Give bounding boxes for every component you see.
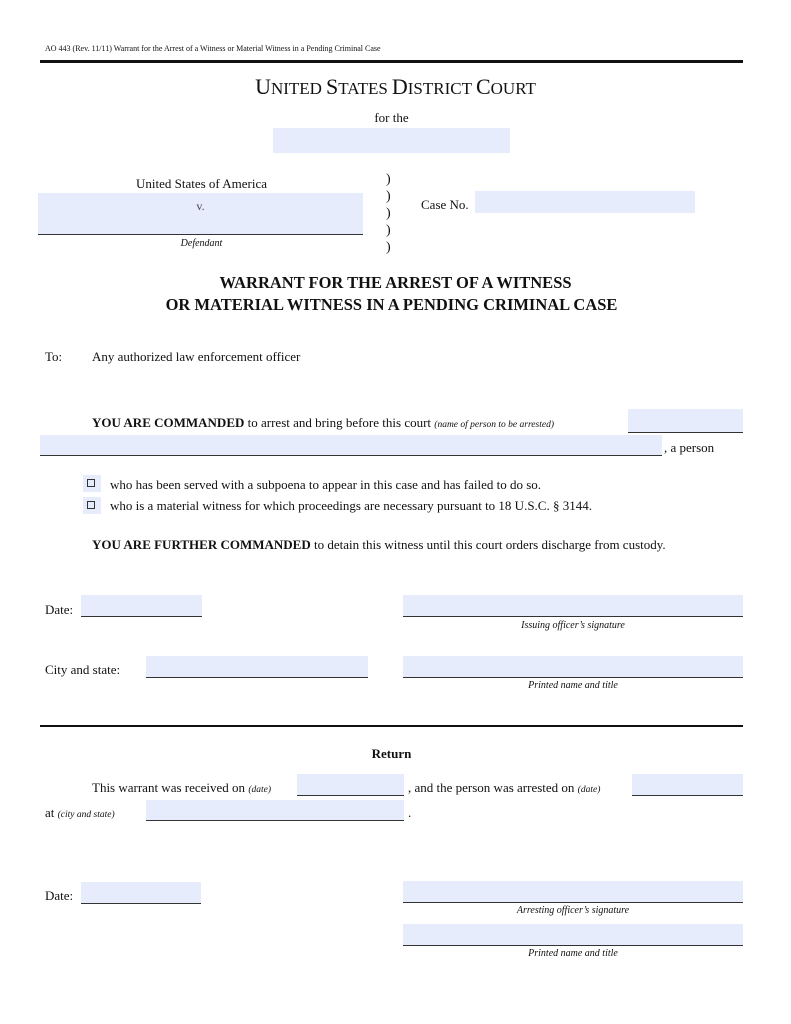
city-state-label: City and state:: [45, 662, 121, 677]
material-witness-checkbox[interactable]: [83, 497, 101, 514]
for-the-label: for the: [374, 110, 409, 125]
section-divider: [40, 725, 743, 727]
to-value: Any authorized law enforcement officer: [92, 349, 301, 364]
received-text: This warrant was received on (date): [92, 780, 271, 795]
return-heading: Return: [371, 746, 412, 761]
caption-paren: ): [386, 172, 391, 187]
issue-date-label: Date:: [45, 602, 74, 617]
defendant-label: Defendant: [180, 238, 223, 249]
issuing-signature-caption: Issuing officer’s signature: [521, 620, 625, 631]
subpoena-checkbox[interactable]: [83, 475, 101, 492]
case-no-label: Case No.: [421, 197, 469, 212]
court-title: UNITED STATES DISTRICT COURT: [255, 74, 536, 99]
issue-date-field[interactable]: [81, 595, 202, 617]
arrested-text: , and the person was arrested on (date): [408, 780, 601, 795]
person-suffix: , a person: [664, 440, 715, 455]
person-field-b[interactable]: [40, 435, 662, 456]
arrested-date-field[interactable]: [632, 774, 743, 796]
arresting-signature-caption: Arresting officer’s signature: [516, 905, 630, 916]
further-bold: YOU ARE FURTHER COMMANDED: [92, 537, 311, 552]
at-text: at (city and state): [45, 805, 115, 820]
issuing-printed-name-field[interactable]: [403, 656, 743, 678]
caption-paren: ): [386, 223, 391, 238]
arresting-signature-field[interactable]: [403, 881, 743, 903]
at-period: .: [408, 805, 412, 820]
arresting-printed-name-caption: Printed name and title: [528, 948, 618, 959]
case-no-field[interactable]: [475, 191, 695, 213]
return-date-label: Date:: [45, 888, 74, 903]
arresting-printed-name-field[interactable]: [403, 924, 743, 946]
material-witness-option-label: who is a material witness for which proceedings are necessary pursuant to 18 U.S.C. § 3144.: [110, 498, 592, 513]
further-body: to detain this witness until this court orders discharge from custody.: [310, 537, 666, 552]
received-date-field[interactable]: [297, 774, 404, 796]
district-field[interactable]: [273, 128, 510, 153]
command-bold: YOU ARE COMMANDED: [92, 415, 245, 430]
return-date-field[interactable]: [81, 882, 201, 904]
caption-paren: ): [386, 206, 391, 221]
plaintiff-name: United States of America: [135, 176, 268, 191]
person-field-a[interactable]: [628, 409, 743, 433]
command-text: [92, 415, 554, 431]
versus-label: v.: [196, 199, 205, 213]
defendant-field[interactable]: [38, 193, 363, 235]
caption-paren: ): [386, 189, 391, 204]
header-rule: [40, 60, 743, 63]
to-label: To:: [45, 349, 63, 364]
subpoena-option-label: who has been served with a subpoena to appear in this case and has failed to do so.: [110, 477, 542, 492]
command-body: to arrest and bring before this court: [244, 415, 435, 430]
form-id: AO 443 (Rev. 11/11) Warrant for the Arrest of a Witness or Material Witness in a Pending Criminal Case: [45, 44, 381, 53]
issuing-printed-name-caption: Printed name and title: [528, 680, 618, 691]
city-state-field[interactable]: [146, 656, 368, 678]
further-text: [92, 537, 666, 553]
command-hint: (name of person to be arrested): [434, 420, 554, 430]
warrant-title-line1: WARRANT FOR THE ARREST OF A WITNESS: [219, 273, 572, 292]
warrant-title-line2: OR MATERIAL WITNESS IN A PENDING CRIMINAL CASE: [165, 295, 618, 314]
issuing-signature-field[interactable]: [403, 595, 743, 617]
caption-paren: ): [386, 240, 391, 255]
arrest-city-field[interactable]: [146, 800, 404, 821]
